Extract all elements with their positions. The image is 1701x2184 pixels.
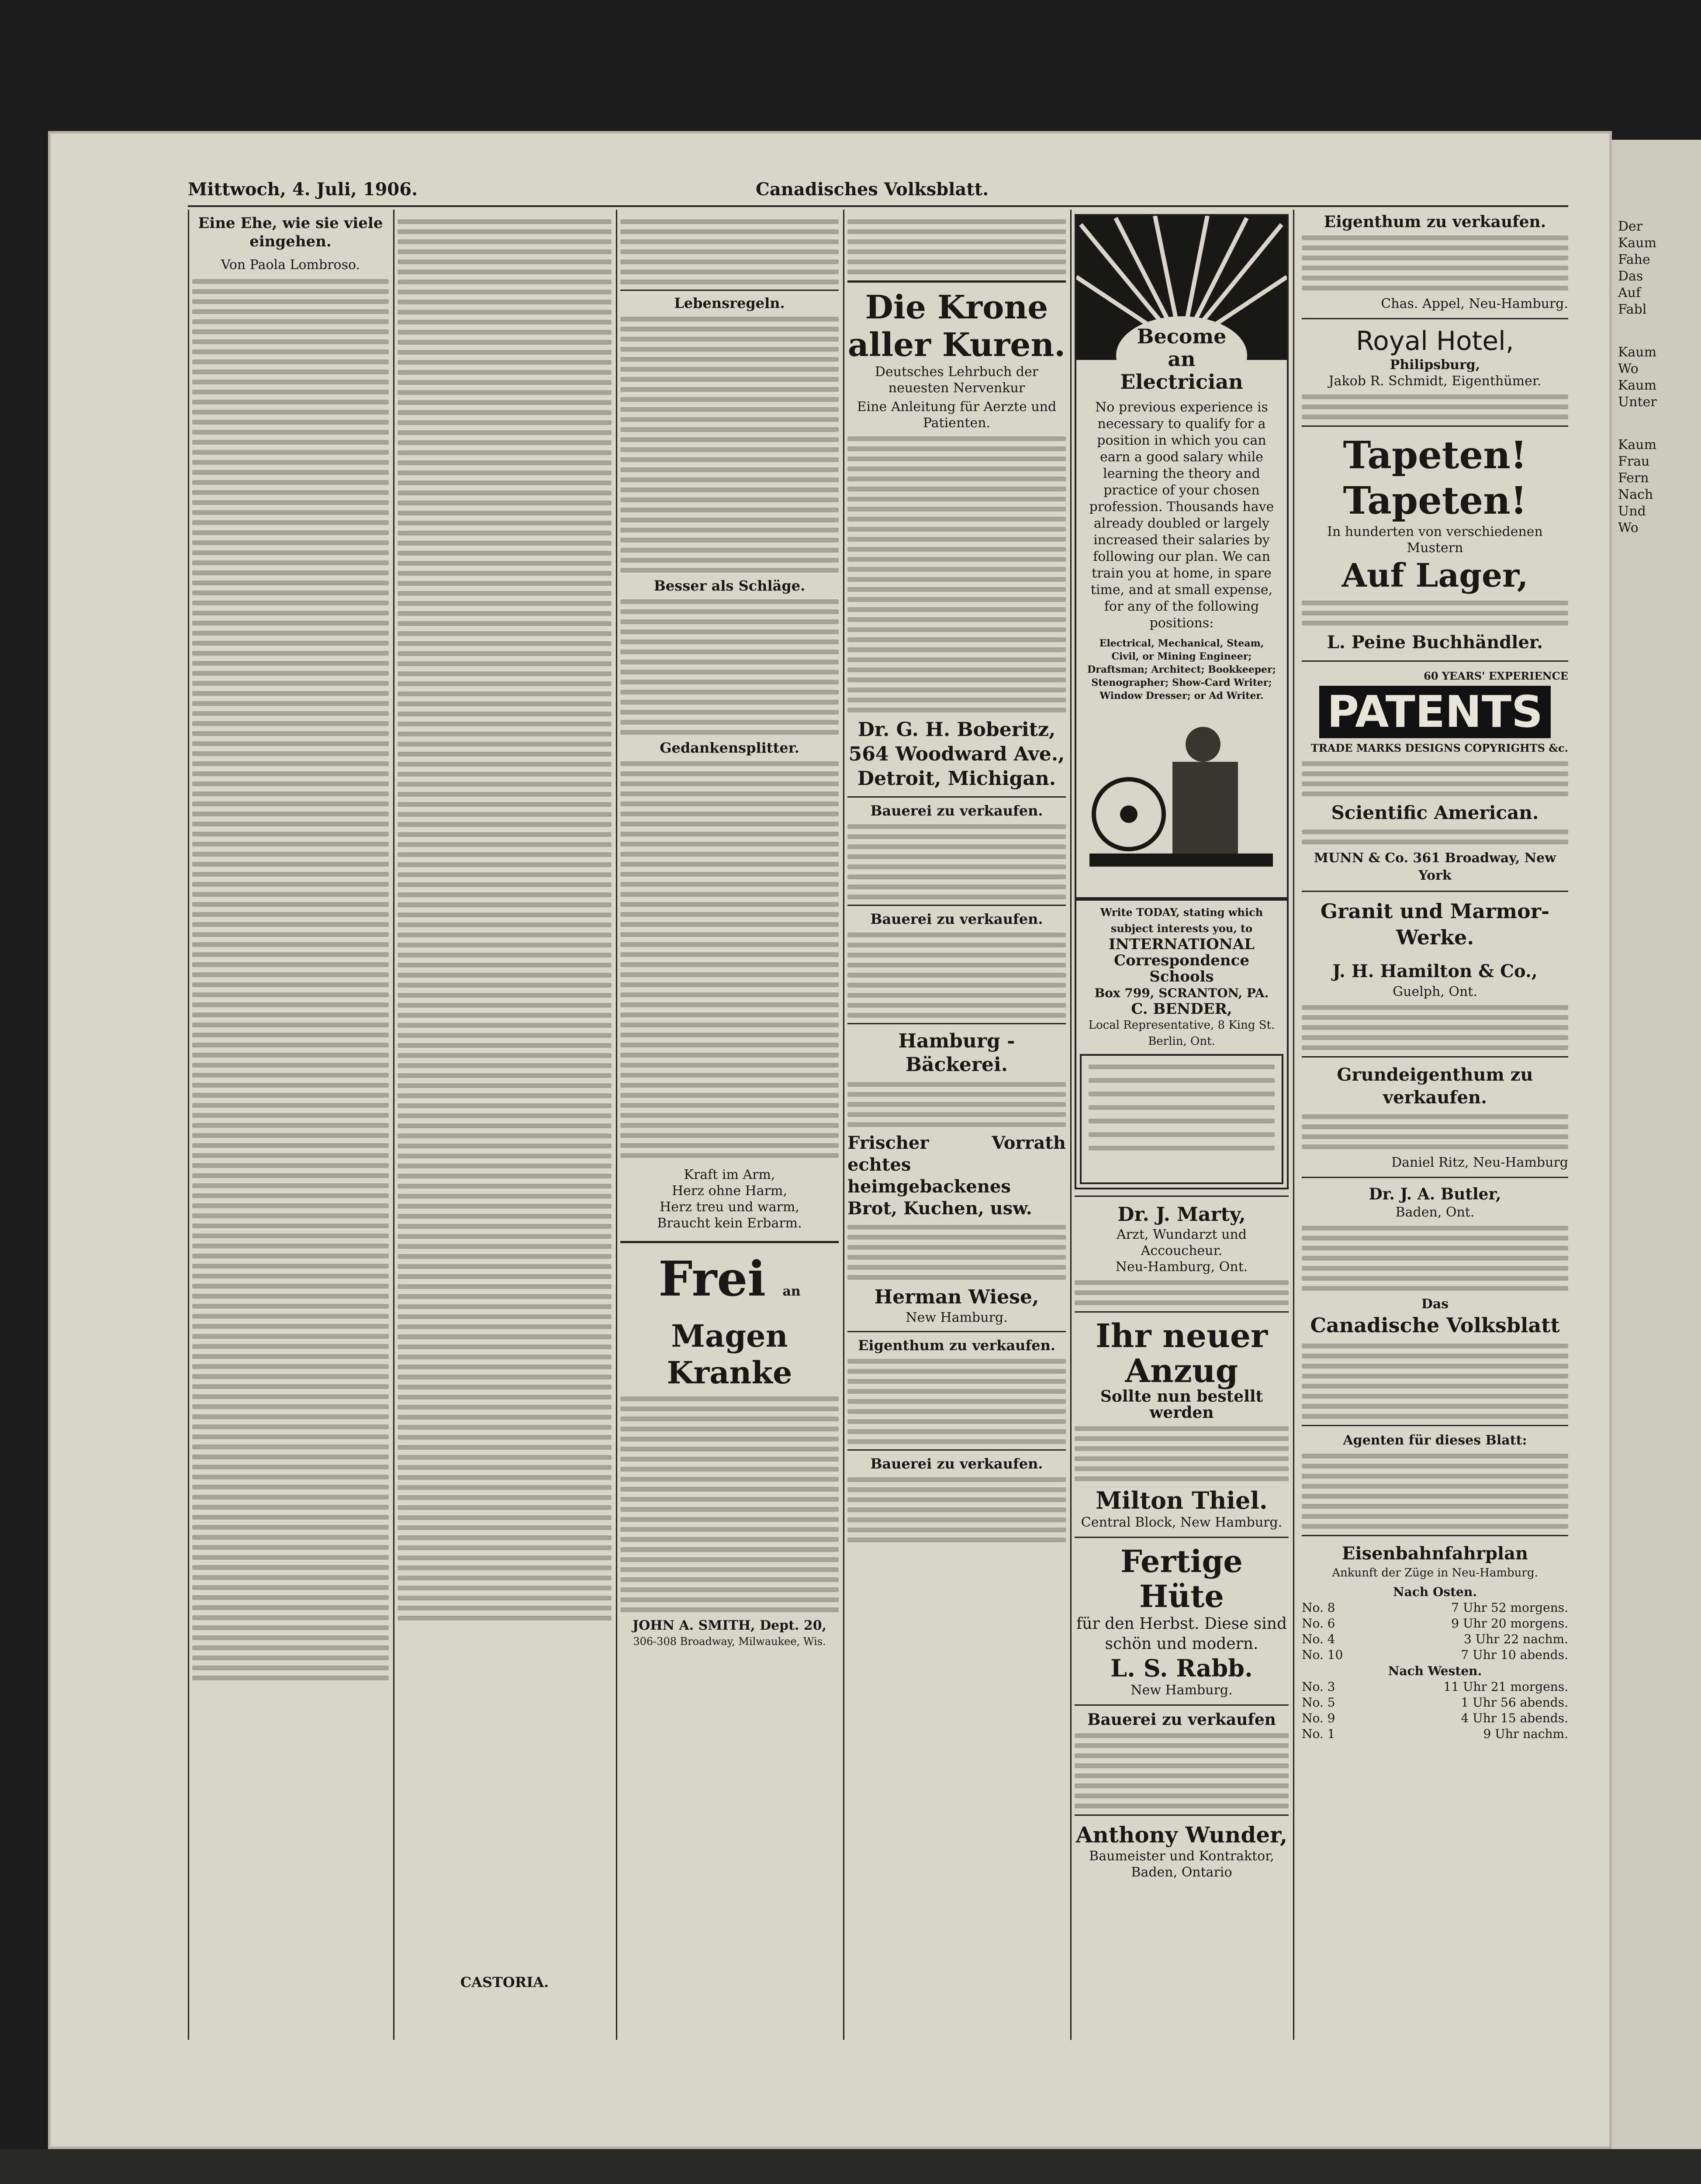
krone-ad-title: Die Krone aller Kuren. (847, 289, 1066, 364)
train-time: 11 Uhr 21 morgens. (1443, 1679, 1568, 1694)
electrician-headline-1: Become (1137, 325, 1227, 348)
column-rule (1293, 210, 1294, 2040)
train-row (1302, 1711, 1568, 1726)
masthead-name: Canadisches Volksblatt. (756, 179, 989, 200)
adjacent-text-line: Auf (1618, 285, 1641, 301)
castoria-ad-title: CASTORIA. (460, 1974, 549, 1990)
magen-ad-title: Magen Kranke (667, 1318, 792, 1391)
workman-illustration (1076, 709, 1287, 875)
adjacent-text-line: Der (1618, 219, 1643, 234)
rabb-city: New Hamburg. (1131, 1683, 1233, 1698)
boberitz-city: Detroit, Michigan. (857, 767, 1056, 790)
column-6 (1302, 214, 1568, 2040)
patents-years: 60 YEARS' EXPERIENCE (1424, 670, 1568, 682)
adjacent-text-line: Fern (1618, 470, 1649, 486)
gedanken-body (620, 761, 839, 1158)
hamilton-city: Guelph, Ont. (1393, 984, 1477, 999)
article-continuation (398, 219, 612, 1621)
train-number: No. 8 (1302, 1600, 1335, 1615)
agenten-title: Agenten für dieses Blatt: (1343, 1433, 1527, 1448)
lager-body (1302, 601, 1568, 625)
thiel-name: Milton Thiel. (1096, 1486, 1268, 1514)
ics-box: Box 799, SCRANTON, PA. (1094, 986, 1269, 1000)
eigenthum-body (1302, 235, 1568, 290)
hamburg-baeckerei-title: Hamburg - Bäckerei. (898, 1030, 1015, 1076)
frei-word: Frei (658, 1251, 766, 1307)
ics-coupon (1075, 899, 1289, 1189)
eisenbahn-title: Eisenbahnfahrplan (1341, 1543, 1528, 1564)
eisenbahn-subtitle: Ankunft der Züge in Neu-Hamburg. (1332, 1566, 1538, 1579)
smith-address: 306-308 Broadway, Milwaukee, Wis. (633, 1635, 826, 1648)
bauerei-body (847, 824, 1066, 899)
boberitz-name: Dr. G. H. Boberitz, (857, 719, 1056, 741)
adjacent-page-fragment (1612, 140, 1701, 2167)
train-row (1302, 1695, 1568, 1711)
bauerei-body (847, 1477, 1066, 1542)
train-number: No. 9 (1302, 1711, 1335, 1725)
poem-line: Herz treu und warm, (660, 1199, 799, 1215)
train-number: No. 1 (1302, 1727, 1335, 1741)
train-row (1302, 1647, 1568, 1663)
bauerei-body (847, 933, 1066, 1018)
das-label: Das (1421, 1296, 1449, 1312)
anzug-ad-subtitle: Sollte nun bestellt werden (1100, 1387, 1263, 1422)
bauerei-title: Bauerei zu verkaufen. (870, 1455, 1043, 1472)
newspaper-page (48, 131, 1612, 2149)
granit-title: Granit und Marmor-Werke. (1320, 899, 1550, 949)
agenten-body (1302, 1454, 1568, 1529)
lager-title: Auf Lager, (1341, 557, 1528, 594)
patents-subtitle: TRADE MARKS DESIGNS COPYRIGHTS &c. (1310, 742, 1568, 754)
eigenthum-title: Eigenthum zu verkaufen. (858, 1337, 1055, 1354)
ics-name: INTERNATIONAL Correspondence Schools (1108, 936, 1255, 985)
electrician-positions: Electrical, Mechanical, Steam, Civil, or Mining Engineer; Draftsman; Architect; Bookkeeper; Stenographer; Show-Card Writer; Window Dresser; or Ad Writer. (1087, 638, 1276, 702)
royal-hotel-city: Philipsburg, (1390, 357, 1480, 373)
electrician-headline-2: an (1168, 347, 1196, 371)
train-row (1302, 1616, 1568, 1631)
royal-hotel-title: Royal Hotel, (1356, 326, 1514, 356)
train-row (1302, 1726, 1568, 1742)
ics-representative-address: Local Representative, 8 King St. Berlin, Ont. (1088, 1019, 1275, 1048)
bauerei-title: Bauerei zu verkaufen (1087, 1711, 1276, 1729)
nach-osten: Nach Osten. (1393, 1585, 1477, 1599)
smith-name: JOHN A. SMITH, Dept. 20, (632, 1618, 827, 1633)
patents-title: PATENTS (1319, 686, 1551, 738)
adjacent-text-line: Fahe (1618, 252, 1650, 267)
column-rule (188, 210, 189, 2040)
butler-name: Dr. J. A. Butler, (1369, 1185, 1501, 1203)
lebensregeln-body (620, 317, 839, 573)
tapeten-title: Tapeten! Tapeten! (1343, 433, 1527, 523)
scientific-american: Scientific American. (1331, 802, 1539, 823)
column-2 (398, 214, 612, 2040)
article-title: Eine Ehe, wie sie viele eingehen. (198, 214, 383, 250)
hamilton-name: J. H. Hamilton & Co., (1332, 961, 1538, 981)
electrician-headline-3: Electrician (1120, 370, 1243, 394)
eigenthum-title: Eigenthum zu verkaufen. (1324, 214, 1546, 231)
masthead-date: Mittwoch, 4. Juli, 1906. (188, 179, 418, 200)
poem-line: Braucht kein Erbarm. (657, 1216, 802, 1231)
train-number: No. 4 (1302, 1632, 1335, 1646)
bauerei-title: Bauerei zu verkaufen. (870, 802, 1043, 819)
article-body (192, 279, 389, 1680)
frei-ad-title (620, 1253, 839, 1318)
train-row (1302, 1600, 1568, 1616)
ics-order-form (1080, 1054, 1283, 1184)
train-time: 1 Uhr 56 abends. (1461, 1695, 1568, 1710)
ritz-signature: Daniel Ritz, Neu-Hamburg (1391, 1155, 1568, 1170)
train-time: 3 Uhr 22 nachm. (1463, 1632, 1568, 1646)
hute-ad-title: Fertige Hüte (1120, 1543, 1243, 1614)
volksblatt-body (1302, 1344, 1568, 1419)
article-byline: Von Paola Lombroso. (221, 257, 360, 273)
train-number: No. 3 (1302, 1679, 1335, 1694)
wiese-name: Herman Wiese, (874, 1286, 1039, 1308)
train-time: 9 Uhr nachm. (1483, 1727, 1568, 1741)
grundeigenthum-title: Grundeigenthum zu verkaufen. (1337, 1064, 1533, 1108)
grundeigenthum-body (1302, 1114, 1568, 1149)
krone-ad-subtitle: Deutsches Lehrbuch der neuesten Nervenkur (875, 364, 1039, 396)
poem-line: Herz ohne Harm, (672, 1183, 787, 1199)
bauerei-title: Bauerei zu verkaufen. (870, 911, 1043, 927)
poem-line: Kraft im Arm, (684, 1167, 775, 1182)
frischer-body (847, 1225, 1066, 1280)
adjacent-text-line: Kaum (1618, 437, 1657, 453)
adjacent-text-line: Wo (1618, 361, 1639, 377)
column-5 (1075, 214, 1289, 2040)
column-1 (192, 214, 389, 2040)
wiese-city: New Hamburg. (906, 1310, 1008, 1325)
eigenthum-body (847, 1359, 1066, 1444)
scan-background (0, 2149, 1701, 2184)
besser-title: Besser als Schläge. (653, 577, 806, 594)
column-3 (620, 214, 839, 2040)
bauerei-body (1075, 1733, 1289, 1808)
train-time: 4 Uhr 15 abends. (1461, 1711, 1568, 1725)
lebensregeln-title: Lebensregeln. (674, 295, 785, 311)
train-row (1302, 1679, 1568, 1695)
marty-name: Dr. J. Marty, (1117, 1203, 1246, 1226)
column-rule (843, 210, 844, 2040)
granit-body (1302, 1005, 1568, 1050)
column-4 (847, 214, 1066, 2040)
butler-body (1302, 1226, 1568, 1291)
thiel-address: Central Block, New Hamburg. (1081, 1515, 1283, 1530)
gedanken-title: Gedankensplitter. (660, 740, 799, 756)
krone-ad-subtitle-2: Eine Anleitung für Aerzte und Patienten. (857, 399, 1057, 431)
column-rule (1070, 210, 1072, 2040)
ics-write-line: Write TODAY, stating which subject interests you, to (1100, 906, 1263, 935)
boberitz-address: 564 Woodward Ave., (848, 743, 1065, 765)
ics-representative: C. BENDER, (1131, 1000, 1232, 1018)
butler-city: Baden, Ont. (1395, 1205, 1475, 1220)
column-rule (393, 210, 394, 2040)
adjacent-text-line: Nach (1618, 487, 1653, 502)
adjacent-text-line: Das (1618, 269, 1643, 284)
poem (620, 1167, 839, 1231)
electrician-body: No previous experience is necessary to qualify for a position in which you can earn a good salary while learning the theory and practice of your chosen profession. Thousands have already doubled or largely increased their salaries by following our plan. We can train you at home, in spare time, and at small expense, for any of the following positions: (1089, 400, 1274, 631)
royal-hotel-body (1302, 394, 1568, 419)
article-continuation (847, 219, 1066, 274)
adjacent-text-line: Und (1618, 504, 1646, 519)
tapeten-subtitle: In hunderten von verschiedenen Mustern (1327, 524, 1543, 556)
adjacent-text-line: Fabl (1618, 302, 1647, 317)
marty-body (1075, 1280, 1289, 1305)
wunder-city: Baden, Ontario (1131, 1865, 1232, 1880)
anzug-ad-body (1075, 1426, 1289, 1481)
train-time: 7 Uhr 52 morgens. (1451, 1600, 1568, 1615)
nach-westen: Nach Westen. (1388, 1664, 1482, 1678)
marty-city: Neu-Hamburg, Ont. (1115, 1259, 1248, 1275)
adjacent-text-line: Frau (1618, 454, 1650, 469)
appel-signature: Chas. Appel, Neu-Hamburg. (1381, 296, 1568, 311)
rabb-name: L. S. Rabb. (1110, 1654, 1253, 1682)
patents-body (1302, 761, 1568, 796)
munn-address: MUNN & Co. 361 Broadway, New York (1314, 850, 1556, 883)
hamburg-baeckerei-body (847, 1082, 1066, 1127)
adjacent-text-line: Kaum (1618, 235, 1657, 251)
wunder-name: Anthony Wunder, (1075, 1822, 1288, 1848)
volksblatt-title: Canadische Volksblatt (1310, 1313, 1560, 1337)
train-time: 7 Uhr 10 abends. (1461, 1648, 1568, 1662)
article-continuation (620, 219, 839, 284)
frischer-vorrath: Frischer Vorrath echtes heimgebackenes Brot, Kuchen, usw. (847, 1133, 1066, 1219)
masthead-rule (188, 205, 1568, 207)
royal-hotel-owner: Jakob R. Schmidt, Eigenthümer. (1328, 373, 1542, 389)
scientific-body (1302, 829, 1568, 844)
train-row (1302, 1631, 1568, 1647)
marty-title: Arzt, Wundarzt und Accoucheur. (1117, 1227, 1247, 1258)
electrician-ad (1075, 214, 1289, 899)
adjacent-text-line: Kaum (1618, 378, 1657, 393)
adjacent-text-line: Kaum (1618, 345, 1657, 360)
hute-ad-subtitle: für den Herbst. Diese sind schön und modern. (1076, 1615, 1287, 1653)
column-rule (616, 210, 617, 2040)
train-time: 9 Uhr 20 morgens. (1451, 1616, 1568, 1631)
frei-an: an (782, 1284, 801, 1299)
train-number: No. 6 (1302, 1616, 1335, 1631)
train-number: No. 5 (1302, 1695, 1335, 1710)
anzug-ad-title: Ihr neuer Anzug (1096, 1317, 1268, 1390)
magen-ad-body (620, 1396, 839, 1612)
train-number: No. 10 (1302, 1648, 1343, 1662)
krone-ad-body (847, 436, 1066, 712)
besser-body (620, 599, 839, 735)
wunder-title: Baumeister und Kontraktor, (1089, 1849, 1274, 1864)
adjacent-text-line: Wo (1618, 520, 1639, 536)
peine-signature: L. Peine Buchhändler. (1327, 632, 1543, 653)
adjacent-text-line: Unter (1618, 394, 1657, 410)
